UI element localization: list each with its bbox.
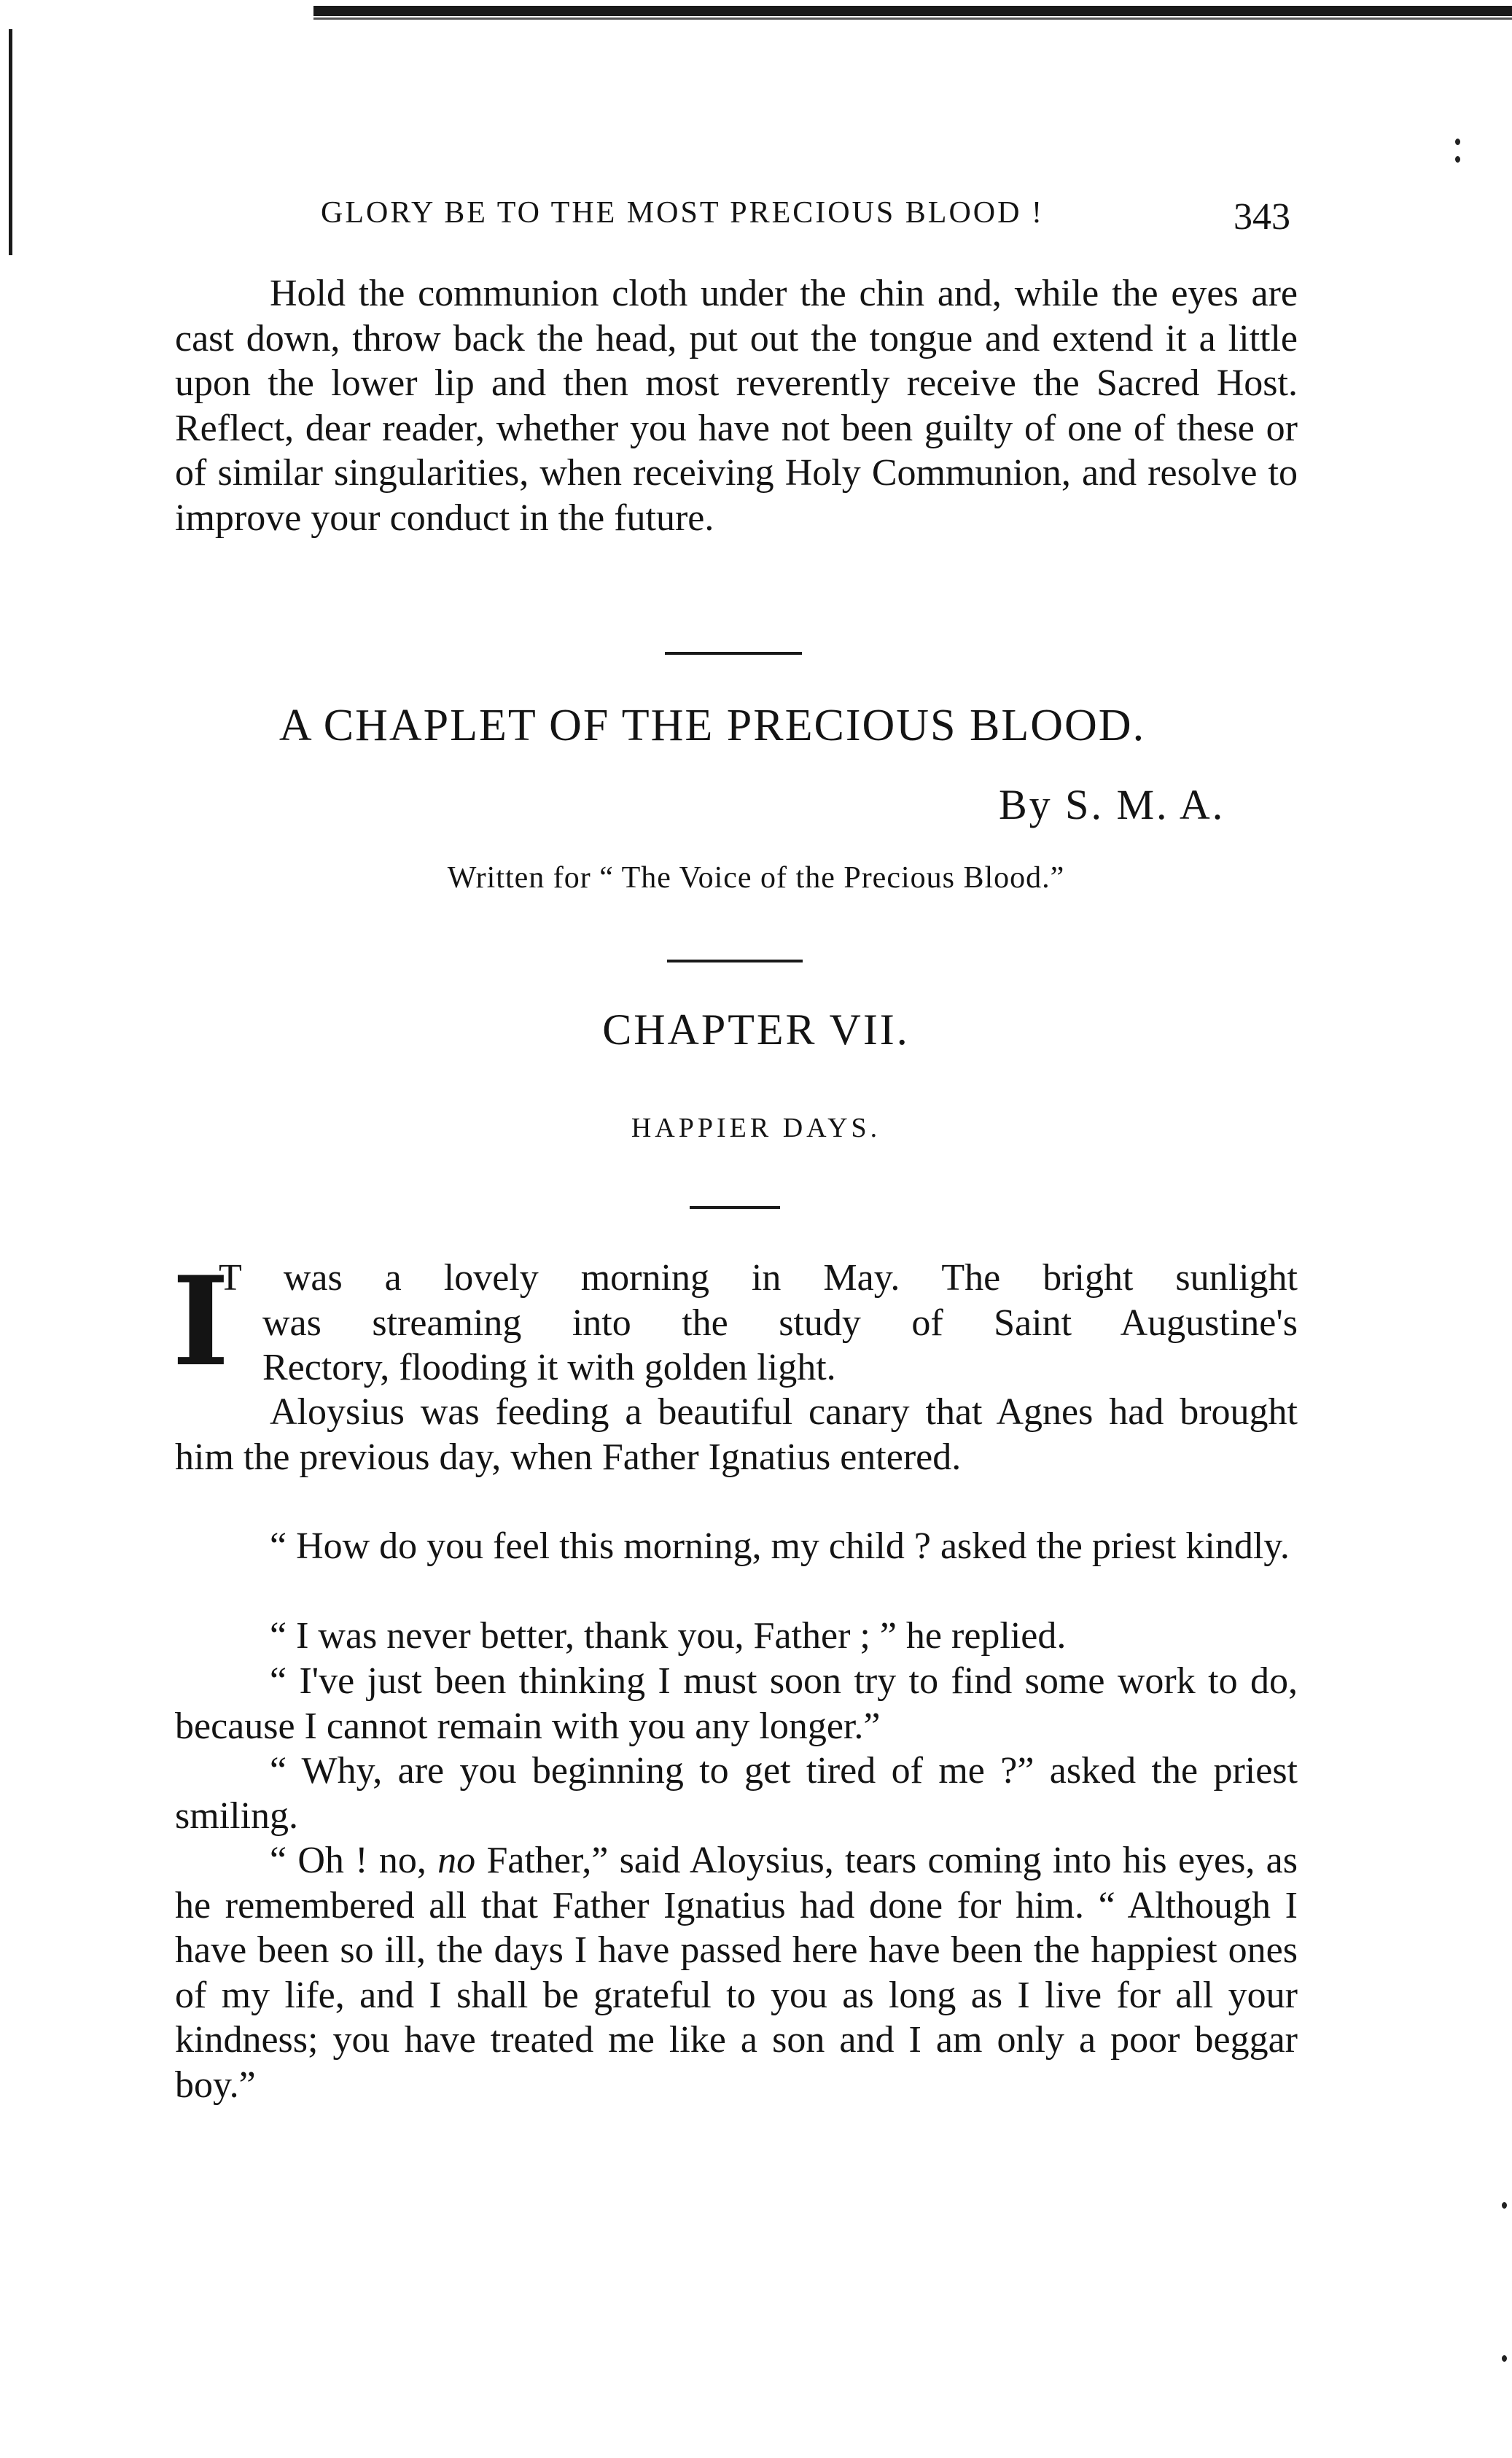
emphasis-no: no [437,1840,476,1881]
story-paragraph: “ I've just been thinking I must soon try to find some work to do, because I cannot remain with you any longer.” [175,1660,1298,1747]
opening-line: Rectory, flooding it with golden light. [262,1347,836,1388]
story-opening-paragraph [175,1256,1298,1391]
story-paragraph: “ Why, are you beginning to get tired of me ?” asked the priest smiling. [175,1750,1298,1837]
chapter-heading: CHAPTER VII. [602,1006,910,1054]
chapter-divider [690,1206,780,1209]
intro-paragraph: Hold the communion cloth under the chin and, while the eyes are cast down, throw back the head, put out the tongue and extend it a little upon the lower lip and then most reverently receive the Sacred Host. Reflect, dear reader, whether you have not been guilty of one of these or of similar singularities, when receiving Holy Communion, and resolve to improve your conduct in the future. [175,273,1298,539]
running-head: GLORY BE TO THE MOST PRECIOUS BLOOD ! [321,196,1044,230]
story-paragraph: Aloysius was feeding a beautiful canary that Agnes had brought him the previous day, when Father Ignatius entered. [175,1391,1298,1478]
scan-speck [1455,156,1460,163]
written-for-note: Written for “ The Voice of the Precious Blood.” [447,861,1065,895]
article-title: A CHAPLET OF THE PRECIOUS BLOOD. [278,701,1146,750]
article-byline: By S. M. A. [999,781,1225,828]
scan-speck [1502,2355,1507,2362]
page-number: 343 [1234,196,1290,238]
section-divider [665,652,802,655]
scan-speck [1502,2202,1507,2209]
scan-left-edge [9,29,12,255]
title-divider [667,960,803,962]
story-paragraph [175,1838,1298,2107]
story-paragraph: “ I was never better, thank you, Father ; ” he replied. [270,1615,1067,1657]
opening-line: was streaming into the study of Saint Augustine's [262,1302,1298,1344]
story-paragraph: “ How do you feel this morning, my child ? asked the priest kindly. [270,1525,1290,1567]
dialogue-rest: Father,” said Aloysius, tears coming into his eyes, as he remembered all that Father Ignatius had done for him. “ Although I have been so ill, the days I have passed here have been the happiest ones of my life, and I shall be grateful to you as long as I live for all your kindness; you have treated me like a son and I am only a poor beggar boy.” [175,1840,1298,2106]
dialogue-start: “ Oh ! no, [270,1840,438,1881]
chapter-subtitle: HAPPIER DAYS. [631,1113,881,1143]
scan-top-edge [313,6,1512,16]
scan-top-edge-thin [313,17,1512,20]
scan-speck [1455,139,1460,145]
opening-line: T was a lovely morning in May. The bright sunlight [219,1257,1298,1299]
drop-cap: I [172,1249,230,1393]
